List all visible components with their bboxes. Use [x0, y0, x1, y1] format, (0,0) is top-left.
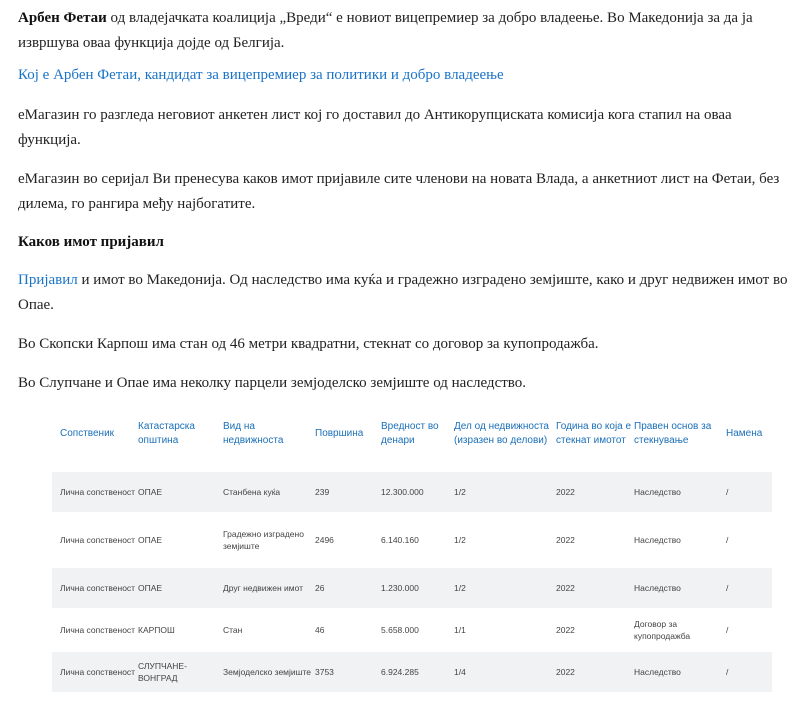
cell-col-value: 1.230.000 [381, 583, 419, 593]
header-col-value: Вредност во денари [381, 421, 439, 446]
declared-link[interactable]: Пријавил [18, 272, 78, 288]
cell-col-cadastral: ОПАЕ [138, 487, 163, 497]
related-article-link[interactable]: Кој е Арбен Фетаи, кандидат за вицепремиер за политики и добро владеење [18, 67, 504, 83]
cell-col-cadastral: ОПАЕ [138, 583, 163, 593]
intro-text: од владејачката коалиција „Вреди“ е новиот вицепремиер за добро владеење. Во Македонија за да ја извршува оваа функција дојде од Белгија. [18, 10, 753, 51]
header-col-year: Година во која е стекнат имотот [556, 421, 632, 446]
cell-col-value: 6.140.160 [381, 535, 419, 545]
cell-col-year: 2022 [556, 535, 575, 545]
cell-col-share: 1/2 [454, 583, 466, 593]
cell-col-type: Стан [223, 625, 243, 635]
cell-col-year: 2022 [556, 583, 575, 593]
table-row [52, 610, 772, 650]
table-row [52, 472, 772, 512]
cell-col-type: Станбена куќа [223, 487, 281, 497]
paragraph-land: Во Слупчане и Опае има неколку парцели земјоделско земјиште од наследство. [18, 375, 527, 391]
cell-col-area: 2496 [315, 535, 334, 545]
cell-col-year: 2022 [556, 487, 575, 497]
header-col-purpose: Намена [726, 428, 763, 439]
cell-col-cadastral: СЛУПЧАНЕ-ВОНГРАД [138, 661, 187, 683]
header-col-legal-basis: Правен основ за стекнување [634, 421, 712, 446]
header-col-type: Вид на недвижноста [223, 421, 284, 446]
cell-col-type: Земјоделско земјиште [223, 667, 312, 677]
cell-col-owner: Лична сопственост [60, 625, 136, 635]
cell-col-type: Друг недвижен имот [223, 583, 304, 593]
cell-col-purpose: / [726, 583, 729, 593]
section-heading [18, 230, 788, 255]
header-col-cadastral: Катастарска општина [138, 421, 195, 446]
section-heading-text: Каков имот пријавил [18, 234, 164, 250]
table-row [52, 514, 772, 566]
cell-col-share: 1/1 [454, 625, 466, 635]
cell-col-owner: Лична сопственост [60, 583, 136, 593]
person-name: Арбен Фетаи [18, 10, 107, 26]
cell-col-value: 12.300.000 [381, 487, 424, 497]
cell-col-year: 2022 [556, 625, 575, 635]
cell-col-type: Градежно изградено земјиште [223, 529, 304, 551]
cell-col-cadastral: КАРПОШ [138, 625, 175, 635]
paragraph-apartment: Во Скопски Карпош има стан од 46 метри квадратни, стекнат со договор за купопродажба. [18, 336, 599, 352]
cell-col-cadastral: ОПАЕ [138, 535, 163, 545]
cell-col-purpose: / [726, 535, 729, 545]
cell-col-value: 6.924.285 [381, 667, 419, 677]
cell-col-purpose: / [726, 625, 729, 635]
header-col-area: Површина [315, 428, 364, 439]
cell-col-area: 239 [315, 487, 330, 497]
cell-col-owner: Лична сопственост [60, 667, 136, 677]
cell-col-legal-basis: Договор за купопродажба [634, 619, 691, 641]
table-row [52, 568, 772, 608]
cell-col-area: 3753 [315, 667, 334, 677]
cell-col-value: 5.658.000 [381, 625, 419, 635]
cell-col-owner: Лична сопственост [60, 535, 136, 545]
cell-col-share: 1/2 [454, 535, 466, 545]
cell-col-legal-basis: Наследство [634, 583, 681, 593]
cell-col-purpose: / [726, 487, 729, 497]
cell-col-legal-basis: Наследство [634, 487, 681, 497]
cell-col-area: 46 [315, 625, 325, 635]
header-col-share: Дел од недвижноста (изразен во делови) [454, 421, 549, 446]
table-row [52, 652, 772, 692]
cell-col-owner: Лична сопственост [60, 487, 136, 497]
cell-col-legal-basis: Наследство [634, 667, 681, 677]
cell-col-year: 2022 [556, 667, 575, 677]
intro-paragraph [18, 6, 788, 56]
cell-col-share: 1/2 [454, 487, 466, 497]
paragraph-series: еМагазин во серијал Ви пренесува каков имот пријавиле сите членови на новата Влада, а анкетниот лист на Фетаи, без дилема, го рангира међу најбогатите. [18, 171, 780, 212]
cell-col-area: 26 [315, 583, 325, 593]
table-header-row [52, 398, 772, 470]
related-link-paragraph [18, 63, 788, 88]
cell-col-share: 1/4 [454, 667, 466, 677]
cell-col-legal-basis: Наследство [634, 535, 681, 545]
property-table [52, 398, 772, 694]
declared-text: и имот во Македонија. Од наследство има куќа и градежно изградено земјиште, како и друг недвижен имот во Опае. [18, 272, 788, 313]
paragraph-declared-property [18, 268, 788, 318]
cell-col-purpose: / [726, 667, 729, 677]
header-col-owner: Сопственик [60, 428, 115, 439]
paragraph-declaration: еМагазин го разгледа неговиот анкетен лист кој го доставил до Антикорупциската комисија кога стапил на оваа функција. [18, 107, 732, 148]
